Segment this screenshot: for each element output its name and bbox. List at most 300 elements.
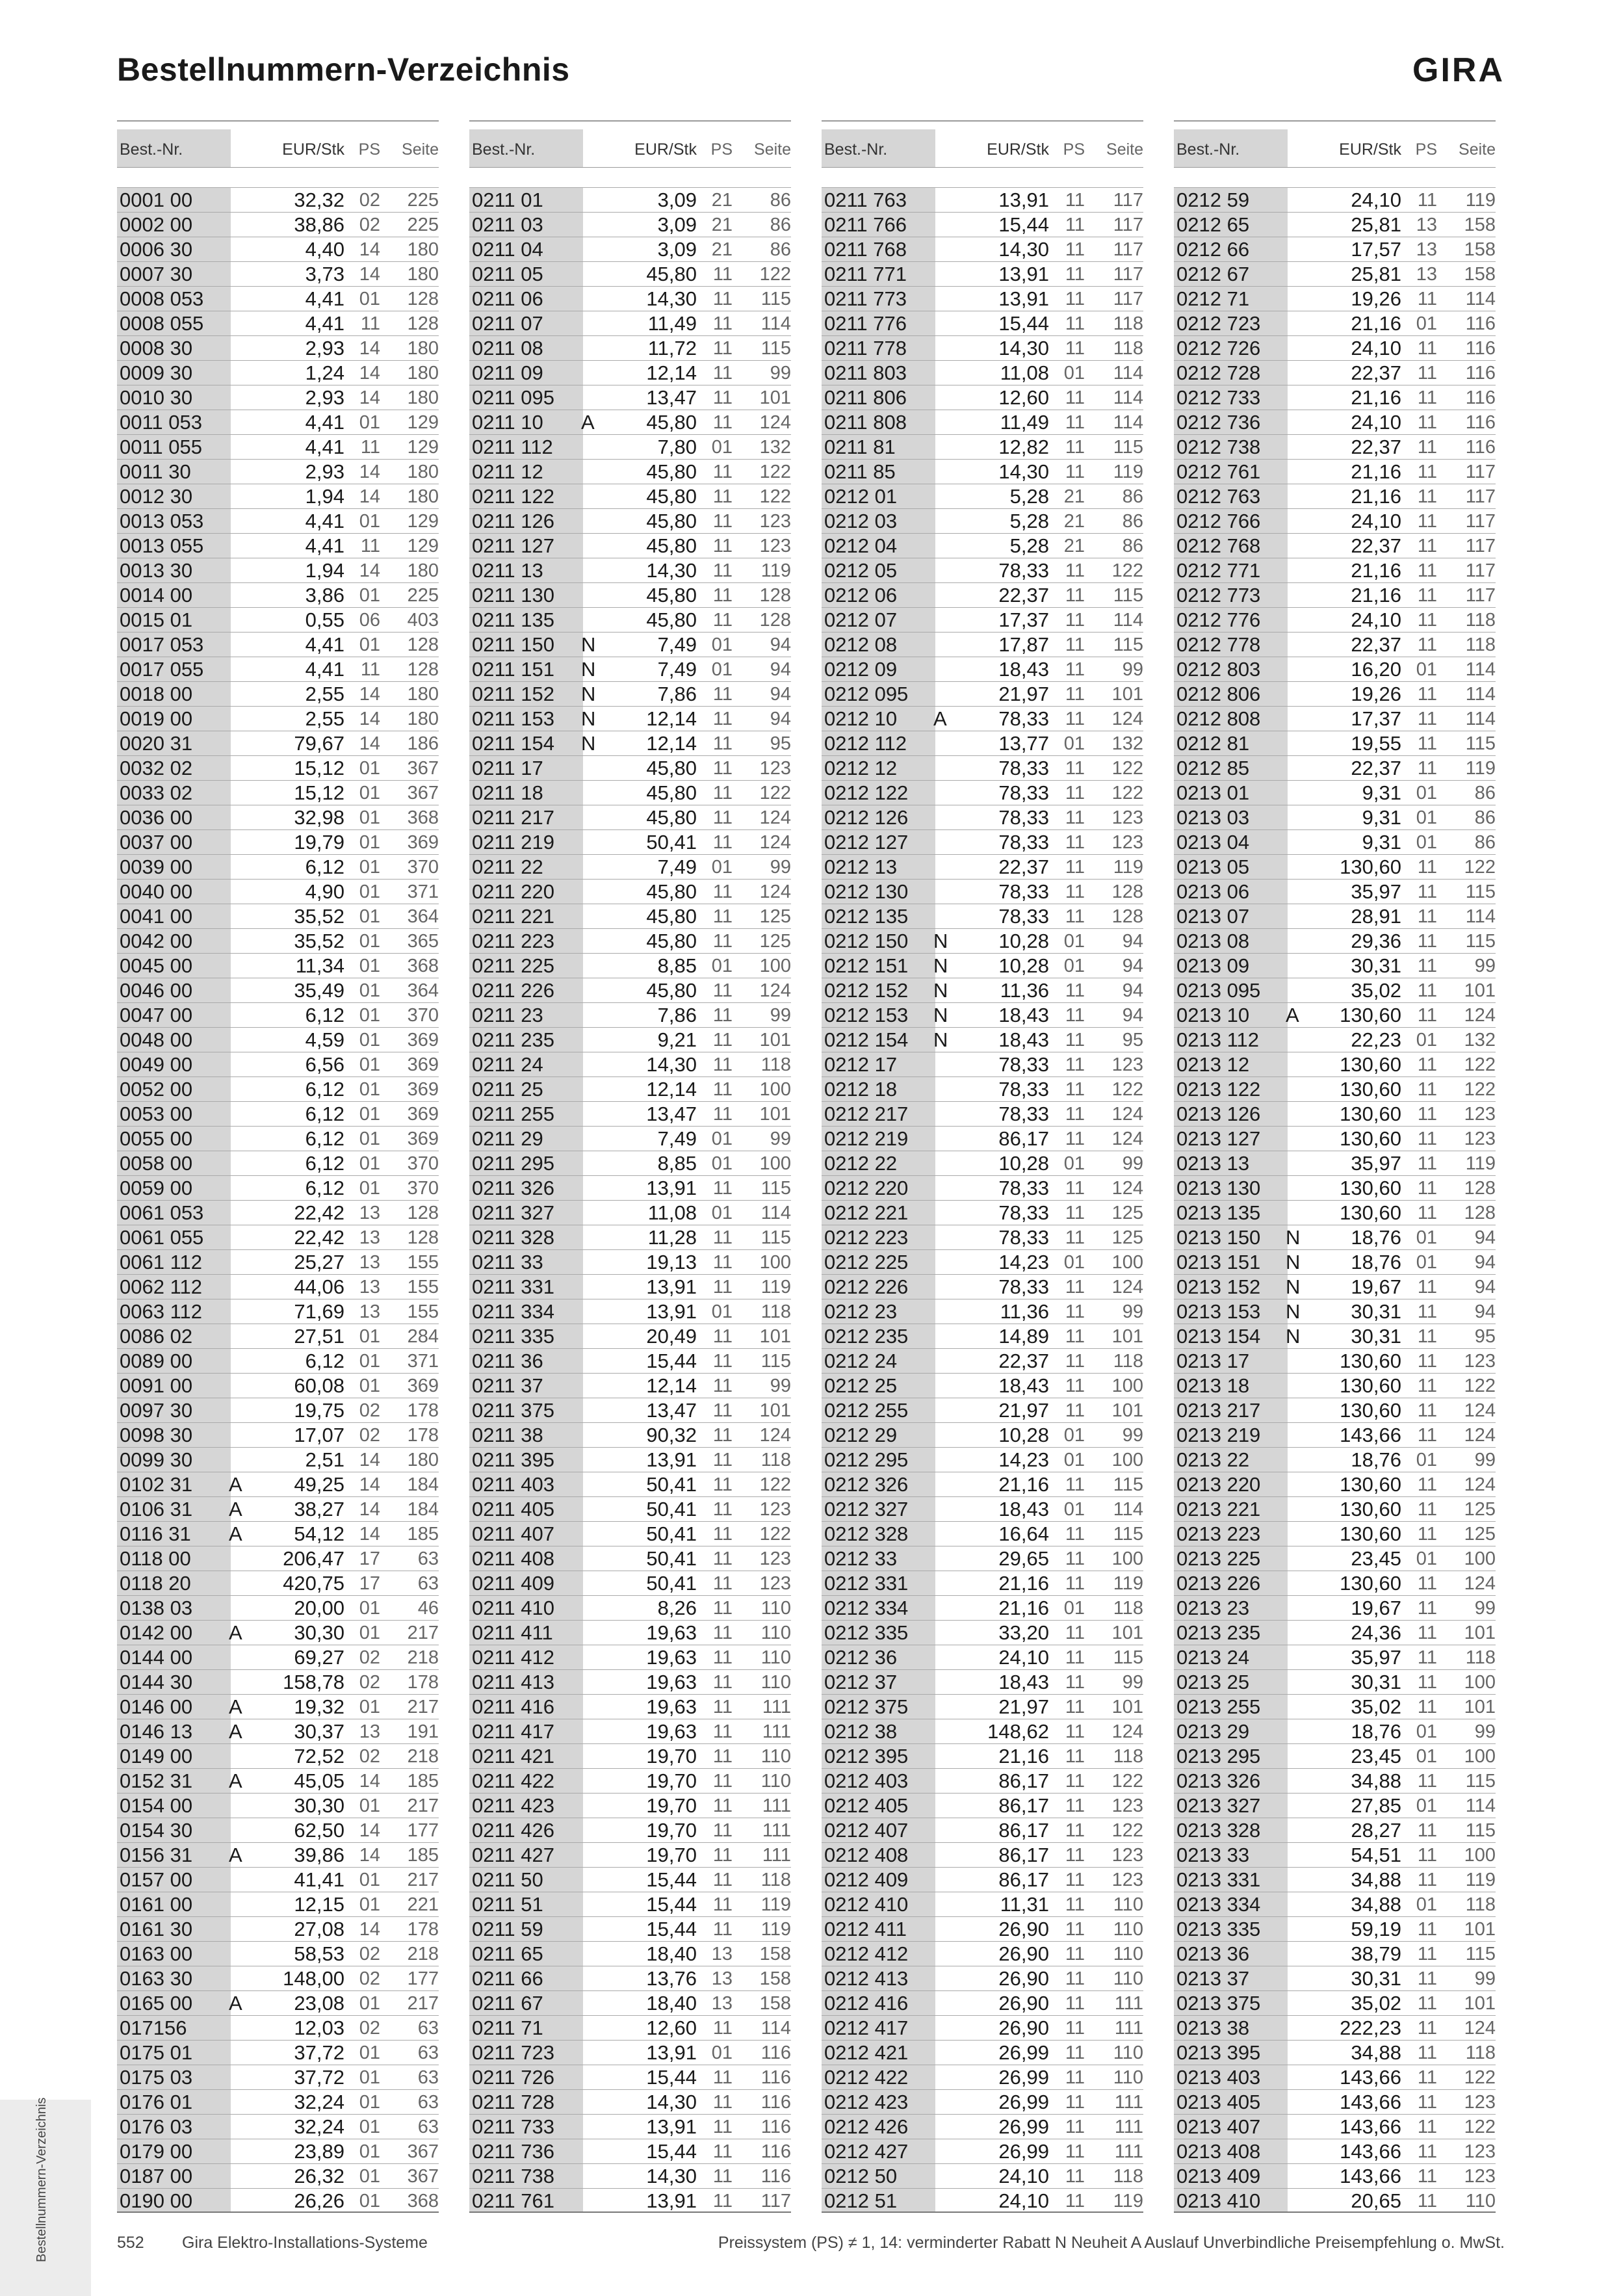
table-row: [1174, 904, 1496, 928]
price: 130,60: [1340, 855, 1401, 878]
price: 38,79: [1351, 1942, 1401, 1965]
price-system: 11: [1065, 684, 1085, 705]
header-seite: Seite: [1106, 140, 1143, 159]
page-ref: 110: [760, 1598, 791, 1619]
table-row: [1174, 1101, 1496, 1126]
table-row: [469, 385, 791, 410]
page-ref: 123: [1464, 1351, 1496, 1372]
price: 15,44: [998, 312, 1049, 335]
price-system: 11: [360, 313, 380, 334]
order-number-text: 0211 50: [472, 1868, 543, 1891]
order-number-text: 0211 334: [472, 1300, 554, 1323]
price: 19,79: [294, 831, 344, 854]
order-number-text: 0118 00: [120, 1547, 191, 1570]
price: 13,91: [646, 1275, 697, 1298]
page-ref: 122: [1464, 1079, 1496, 1100]
price-system: 11: [1417, 1993, 1437, 2014]
price: 14,30: [998, 238, 1049, 261]
price-system: 11: [712, 1795, 733, 1816]
table-row: [469, 1398, 791, 1422]
price-system: 01: [359, 2191, 380, 2211]
price: 5,28: [1009, 534, 1049, 557]
page-ref: 100: [1464, 1548, 1496, 1569]
order-number: [822, 633, 935, 657]
price: 12,14: [646, 707, 697, 730]
price: 13,91: [998, 287, 1049, 310]
table-row: [1174, 582, 1496, 607]
price-system: 11: [1065, 1944, 1085, 1964]
order-number: [1174, 731, 1288, 755]
order-number-text: 0213 17: [1176, 1350, 1250, 1372]
table-row: [822, 558, 1143, 582]
order-number-text: 0213 235: [1176, 1621, 1261, 1644]
order-number-text: 0118 20: [120, 1572, 191, 1595]
order-number-text: 0211 768: [824, 238, 907, 261]
price-system: 11: [712, 1697, 733, 1717]
order-number-text: 0212 223: [824, 1226, 909, 1249]
price-system: 11: [1065, 190, 1085, 211]
page-ref: 124: [759, 1425, 791, 1446]
price: 14,30: [646, 1053, 697, 1076]
order-number-text: 0211 295: [472, 1152, 554, 1175]
table-row: [469, 1941, 791, 1966]
price-system: 11: [712, 1252, 733, 1273]
order-number: [469, 1719, 583, 1743]
table-row: [117, 1916, 439, 1941]
price: 130,60: [1340, 1572, 1401, 1595]
table-row: [117, 1373, 439, 1398]
order-number: [469, 1843, 583, 1867]
price-system: 13: [711, 1968, 733, 1989]
price: 28,27: [1351, 1819, 1401, 1842]
table-row: [117, 706, 439, 731]
price: 19,55: [1351, 732, 1401, 755]
order-number: [1174, 237, 1288, 261]
price: 45,80: [646, 608, 697, 631]
price-system: 11: [712, 1005, 733, 1026]
price-system: 02: [359, 1400, 380, 1421]
page-ref: 115: [1113, 1647, 1143, 1668]
price: 13,91: [646, 1177, 697, 1199]
table-row: [822, 1645, 1143, 1669]
table-row: [822, 2089, 1143, 2114]
order-number: [822, 460, 935, 484]
table-row: [469, 681, 791, 706]
table-row: [469, 360, 791, 385]
price: 35,49: [294, 979, 344, 1002]
order-number: [469, 1596, 583, 1620]
price-system: 01: [359, 511, 380, 532]
price: 17,37: [998, 608, 1049, 631]
table-row: [1174, 508, 1496, 533]
price-system: 11: [712, 1376, 733, 1396]
page-ref: 100: [759, 1252, 791, 1273]
price: 78,33: [998, 1177, 1049, 1199]
page-ref: 180: [407, 363, 439, 384]
order-number: [822, 1472, 935, 1496]
order-number: [822, 1794, 935, 1818]
order-number: [822, 1596, 935, 1620]
page-ref: 124: [1464, 1474, 1496, 1495]
order-number-text: 0212 135: [824, 905, 909, 928]
table-row: [822, 657, 1143, 681]
table-row: [1174, 879, 1496, 904]
table-row: [117, 187, 439, 212]
table-row: [469, 434, 791, 459]
price: 130,60: [1340, 1201, 1401, 1224]
price-system: 11: [1417, 2141, 1437, 2162]
table-row: [1174, 607, 1496, 632]
order-number: [1174, 1497, 1288, 1521]
page-ref: 370: [407, 1005, 439, 1026]
order-number-text: 0211 10: [472, 411, 543, 434]
table-row: [117, 1052, 439, 1076]
page-ref: 119: [760, 1277, 791, 1298]
order-number-text: 0211 405: [472, 1498, 554, 1520]
order-number-text: 0212 331: [824, 1572, 909, 1595]
order-number-text: 0212 768: [1176, 534, 1261, 557]
price: 10,28: [998, 1424, 1049, 1446]
price: 2,93: [305, 337, 344, 359]
page-ref: 100: [1464, 1746, 1496, 1767]
page-ref: 180: [407, 338, 439, 359]
page-ref: 114: [1113, 1499, 1143, 1520]
order-number: [822, 1769, 935, 1793]
order-number: [822, 1645, 935, 1669]
order-number: [822, 336, 935, 360]
order-number-text: 0211 761: [472, 2189, 554, 2212]
table-row: [822, 854, 1143, 879]
price-system: 11: [1417, 1919, 1437, 1940]
price-system: 11: [1065, 709, 1085, 729]
price-system: 11: [712, 1524, 733, 1545]
price-system: 01: [711, 437, 733, 458]
order-number-text: 0211 803: [824, 361, 907, 384]
page-ref: 123: [1464, 2092, 1496, 2113]
price-system: 11: [712, 931, 733, 952]
order-number: [117, 1571, 231, 1595]
table-row: [117, 335, 439, 360]
page-ref: 110: [1465, 2191, 1496, 2211]
price-system: 11: [1417, 1153, 1437, 1174]
price: 206,47: [283, 1547, 344, 1570]
order-number-text: 0212 776: [1176, 608, 1261, 631]
price: 21,16: [998, 1473, 1049, 1496]
page-ref: 186: [407, 733, 439, 754]
price: 54,51: [1351, 1844, 1401, 1866]
price-system: 01: [359, 2067, 380, 2088]
order-number-text: 0211 407: [472, 1522, 554, 1545]
price: 19,63: [646, 1646, 697, 1669]
price: 34,88: [1351, 2041, 1401, 2064]
order-number-text: 0211 375: [472, 1399, 554, 1422]
order-number-text: 0212 126: [824, 806, 909, 829]
price-system: 01: [359, 2042, 380, 2063]
table-row: [469, 829, 791, 854]
price-system: 11: [1417, 1820, 1437, 1841]
table-row: [1174, 335, 1496, 360]
price: 3,09: [657, 189, 697, 211]
header-spacer: [117, 167, 439, 187]
price: 78,33: [998, 1226, 1049, 1249]
price: 19,67: [1351, 1597, 1401, 1619]
price: 50,41: [646, 1547, 697, 1570]
order-number-text: 0211 225: [472, 954, 554, 977]
order-number-text: 0211 36: [472, 1350, 543, 1372]
order-number-text: 0037 00: [120, 831, 193, 854]
price: 12,82: [998, 436, 1049, 458]
order-number: [117, 1942, 231, 1966]
price-system: 21: [711, 215, 733, 235]
table-row: [469, 657, 791, 681]
order-number: [469, 1917, 583, 1941]
table-row: [1174, 237, 1496, 261]
table-row: [822, 286, 1143, 311]
price: 26,90: [998, 2016, 1049, 2039]
price: 130,60: [1340, 1399, 1401, 1422]
price: 62,50: [294, 1819, 344, 1842]
order-number-text: 0212 03: [824, 510, 898, 532]
page-ref: 116: [760, 2067, 791, 2088]
price: 35,97: [1351, 1646, 1401, 1669]
price-system: 11: [712, 1721, 733, 1742]
order-number: [469, 1472, 583, 1496]
order-number-text: 0212 295: [824, 1448, 909, 1471]
page-ref: 101: [1464, 1697, 1496, 1717]
price: 21,97: [998, 1399, 1049, 1422]
table-row: [1174, 1941, 1496, 1966]
order-number-text: 0163 00: [120, 1942, 193, 1965]
price-system: 14: [359, 363, 380, 384]
price: 15,44: [646, 2066, 697, 2089]
table-row: [1174, 533, 1496, 558]
order-number: [822, 1052, 935, 1076]
price-system: 11: [1065, 1697, 1085, 1717]
order-number: [822, 509, 935, 533]
price: 11,34: [295, 954, 344, 977]
price-system: 11: [1417, 1203, 1437, 1223]
price-system: 01: [359, 1128, 380, 1149]
price-system: 11: [1417, 1623, 1437, 1643]
table-row: [822, 904, 1143, 928]
order-number-text: 0055 00: [120, 1127, 193, 1150]
page-ref: 94: [1474, 1301, 1496, 1322]
order-number: [822, 978, 948, 1002]
order-number-text: 0212 85: [1176, 757, 1250, 779]
page-ref: 99: [1122, 1425, 1143, 1446]
price-system: 11: [712, 462, 733, 482]
order-number-text: 0212 59: [1176, 189, 1250, 211]
order-number-text: 0061 055: [120, 1226, 204, 1249]
price: 7,49: [657, 658, 697, 681]
table-row: [822, 2065, 1143, 2089]
table-row: [469, 1175, 791, 1200]
page-ref: 367: [407, 783, 439, 803]
price-system: 11: [712, 1548, 733, 1569]
order-number: [822, 1423, 935, 1447]
table-row: [1174, 360, 1496, 385]
order-number-text: 0212 08: [824, 633, 898, 656]
table-row: [1174, 1200, 1496, 1225]
page-ref: 118: [1465, 2042, 1496, 2063]
price: 22,37: [1351, 757, 1401, 779]
order-number: [117, 385, 231, 410]
status-flag: N: [581, 658, 596, 681]
price: 23,08: [294, 1992, 344, 2015]
price-system: 21: [1063, 486, 1085, 507]
price: 45,80: [646, 534, 697, 557]
table-row: [822, 1694, 1143, 1719]
price-system: 13: [1416, 215, 1437, 235]
price-system: 17: [359, 1573, 380, 1594]
table-row: [1174, 1299, 1496, 1324]
table-row: [822, 1546, 1143, 1571]
price-system: 11: [1065, 1993, 1085, 2014]
page-ref: 123: [1111, 1795, 1143, 1816]
table-row: [822, 2040, 1143, 2065]
price-system: 11: [712, 1030, 733, 1050]
price-system: 01: [1063, 1499, 1085, 1520]
order-number: [822, 731, 935, 755]
page-ref: 116: [760, 2117, 791, 2137]
order-number-text: 0213 331: [1176, 1868, 1261, 1891]
page-ref: 114: [1465, 1795, 1496, 1816]
page-ref: 124: [759, 807, 791, 828]
page-ref: 369: [407, 1104, 439, 1125]
page-ref: 180: [407, 560, 439, 581]
page-ref: 124: [1464, 1005, 1496, 1026]
page-ref: 185: [407, 1771, 439, 1792]
table-row: [1174, 1571, 1496, 1595]
order-number-text: 0213 29: [1176, 1720, 1250, 1743]
order-number-text: 0212 423: [824, 2091, 909, 2113]
price: 37,72: [294, 2066, 344, 2089]
table-row: [469, 1719, 791, 1743]
order-number: [822, 1176, 935, 1200]
order-number-text: 0212 763: [1176, 485, 1261, 508]
order-number-text: 0154 00: [120, 1794, 193, 1817]
price-system: 01: [1063, 733, 1085, 754]
table-row: [1174, 755, 1496, 780]
order-number: [1174, 583, 1288, 607]
order-number: [1174, 1299, 1301, 1324]
table-row: [822, 1373, 1143, 1398]
price: 18,76: [1351, 1448, 1401, 1471]
order-number: [469, 830, 583, 854]
price: 4,41: [305, 312, 344, 335]
price-system: 11: [712, 980, 733, 1001]
page-ref: 101: [759, 1326, 791, 1347]
status-flag: A: [1286, 1004, 1299, 1026]
order-number-text: 0212 37: [824, 1671, 898, 1693]
table-row: [469, 607, 791, 632]
price-system: 01: [359, 1104, 380, 1125]
table-row: [822, 1076, 1143, 1101]
page-ref: 99: [1474, 1450, 1496, 1470]
price: 143,66: [1340, 1424, 1401, 1446]
price-system: 11: [1417, 2018, 1437, 2039]
table-row: [822, 1299, 1143, 1324]
order-number-text: 0163 30: [120, 1967, 193, 1990]
table-row: [822, 1571, 1143, 1595]
order-number-text: 0213 220: [1176, 1473, 1261, 1496]
page-ref: 124: [1111, 1721, 1143, 1742]
page-ref: 155: [407, 1252, 439, 1273]
price-system: 11: [1417, 1573, 1437, 1594]
page-ref: 180: [407, 462, 439, 482]
price-system: 14: [359, 1845, 380, 1866]
table-row: [117, 1151, 439, 1175]
order-number: [1174, 385, 1288, 410]
order-number: [1174, 1571, 1288, 1595]
price-system: 11: [1417, 363, 1437, 384]
page-ref: 115: [1465, 881, 1496, 902]
page-ref: 124: [1464, 1425, 1496, 1446]
price-system: 11: [1417, 1104, 1437, 1125]
price-system: 13: [711, 1944, 733, 1964]
order-number: [1174, 978, 1288, 1002]
order-number: [469, 731, 596, 755]
price-system: 01: [359, 2141, 380, 2162]
price-system: 21: [1063, 536, 1085, 556]
price: 21,97: [998, 1695, 1049, 1718]
order-number-text: 0211 130: [472, 584, 554, 607]
page-ref: 100: [1464, 1845, 1496, 1866]
price-system: 01: [359, 857, 380, 878]
price-system: 11: [712, 2191, 733, 2211]
price-system: 11: [712, 363, 733, 384]
price-system: 11: [1065, 2191, 1085, 2211]
order-number: [117, 756, 231, 780]
order-number-text: 0213 225: [1176, 1547, 1261, 1570]
price: 13,77: [998, 732, 1049, 755]
price: 11,08: [647, 1201, 697, 1224]
price: 45,80: [646, 485, 697, 508]
table-row: [117, 1669, 439, 1694]
page-ref: 128: [407, 634, 439, 655]
price: 45,80: [646, 510, 697, 532]
table-row: [117, 582, 439, 607]
price-system: 11: [1065, 264, 1085, 285]
order-number: [117, 657, 231, 681]
order-number-text: 0013 055: [120, 534, 204, 557]
price: 3,86: [305, 584, 344, 607]
order-number-text: 0211 12: [472, 460, 543, 483]
table-row: [822, 311, 1143, 335]
price-system: 11: [1065, 215, 1085, 235]
status-flag: N: [933, 979, 948, 1002]
order-number: [469, 880, 583, 904]
price: 29,36: [1351, 930, 1401, 952]
order-number-text: 0211 778: [824, 337, 907, 359]
price: 15,44: [646, 1868, 697, 1891]
table-row: [469, 1743, 791, 1768]
table-row: [117, 1719, 439, 1743]
price-system: 11: [712, 1598, 733, 1619]
page-ref: 115: [1465, 931, 1496, 952]
order-number: [1174, 2065, 1288, 2089]
table-row: [1174, 1175, 1496, 1200]
order-number: [469, 1892, 583, 1916]
order-number-text: 0213 295: [1176, 1745, 1261, 1768]
price-system: 01: [359, 2092, 380, 2113]
table-row: [469, 1669, 791, 1694]
table-row: [1174, 1620, 1496, 1645]
price: 86,17: [998, 1769, 1049, 1792]
price-system: 01: [711, 956, 733, 976]
price: 18,43: [998, 658, 1049, 681]
page-ref: 218: [407, 1944, 439, 1964]
